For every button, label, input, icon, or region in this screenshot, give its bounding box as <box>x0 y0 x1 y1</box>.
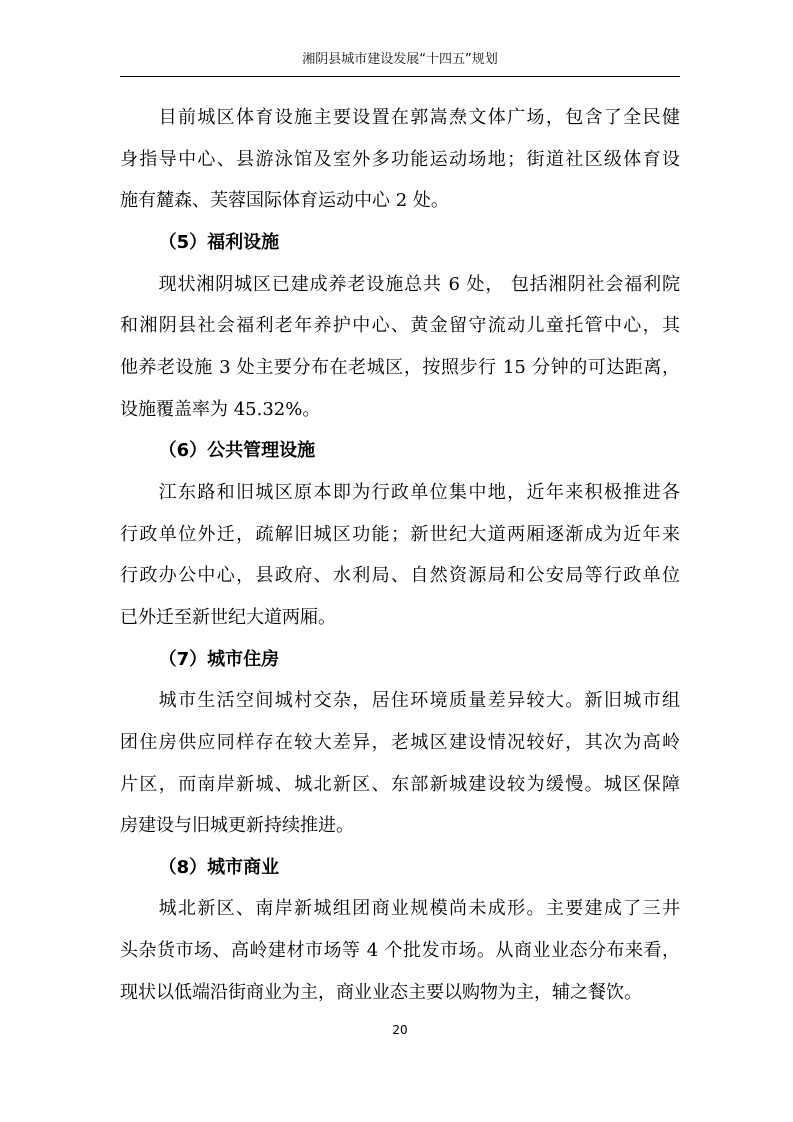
paragraph-line: 他养老设施 3 处主要分布在老城区，按照步行 15 分钟的可达距离， <box>120 356 680 378</box>
paragraph-line: 已外迁至新世纪大道两厢。 <box>120 606 336 628</box>
section-housing <box>120 639 680 847</box>
paragraph-line: 身指导中心、县游泳馆及室外多功能运动场地；街道社区级体育设 <box>120 148 680 170</box>
section-heading: （7）城市住房 <box>158 648 280 670</box>
section-public-administration <box>120 430 680 638</box>
section-heading: （6）公共管理设施 <box>158 440 316 462</box>
section-welfare <box>120 222 680 430</box>
section-commerce <box>120 847 680 1014</box>
page-number: 20 <box>392 1023 408 1037</box>
paragraph-line: 行政办公中心，县政府、水利局、自然资源局和公安局等行政单位 <box>120 565 680 587</box>
paragraph-line: 城北新区、南岸新城组团商业规模尚未成形。主要建成了三井 <box>158 898 680 920</box>
paragraph-line: 片区，而南岸新城、城北新区、东部新城建设较为缓慢。城区保障 <box>120 773 680 795</box>
paragraph-line: 城市生活空间城村交杂，居住环境质量差异较大。新旧城市组 <box>158 690 680 712</box>
document-body <box>120 97 680 1013</box>
paragraph-line: 现状湘阴城区已建成养老设施总共 6 处， 包括湘阴社会福利院 <box>158 273 680 295</box>
paragraph-line: 现状以低端沿街商业为主，商业业态主要以购物为主，辅之餐饮。 <box>120 981 642 1003</box>
paragraph-line: 团住房供应同样存在较大差异，老城区建设情况较好，其次为高岭 <box>120 731 680 753</box>
paragraph-line: 设施覆盖率为 45.32%。 <box>120 398 321 420</box>
paragraph-line: 头杂货市场、高岭建材市场等 4 个批发市场。从商业业态分布来看， <box>120 940 680 962</box>
section-heading: （8）城市商业 <box>158 856 280 878</box>
paragraph-line: 施有麓森、芙蓉国际体育运动中心 2 处。 <box>120 190 449 212</box>
header-title: 湘阴县城市建设发展“十四五”规划 <box>302 52 498 67</box>
paragraph-line: 行政单位外迁，疏解旧城区功能；新世纪大道两厢逐渐成为近年来 <box>120 523 680 545</box>
section-heading: （5）福利设施 <box>158 231 280 253</box>
paragraph-line: 和湘阴县社会福利老年养护中心、黄金留守流动儿童托管中心，其 <box>120 315 680 337</box>
paragraph-line: 江东路和旧城区原本即为行政单位集中地，近年来积极推进各 <box>158 481 680 503</box>
intro-paragraph <box>120 97 680 222</box>
paragraph-line: 房建设与旧城更新持续推进。 <box>120 815 354 837</box>
paragraph-line: 目前城区体育设施主要设置在郭嵩焘文体广场，包含了全民健 <box>158 107 680 128</box>
header-rule <box>120 76 680 77</box>
